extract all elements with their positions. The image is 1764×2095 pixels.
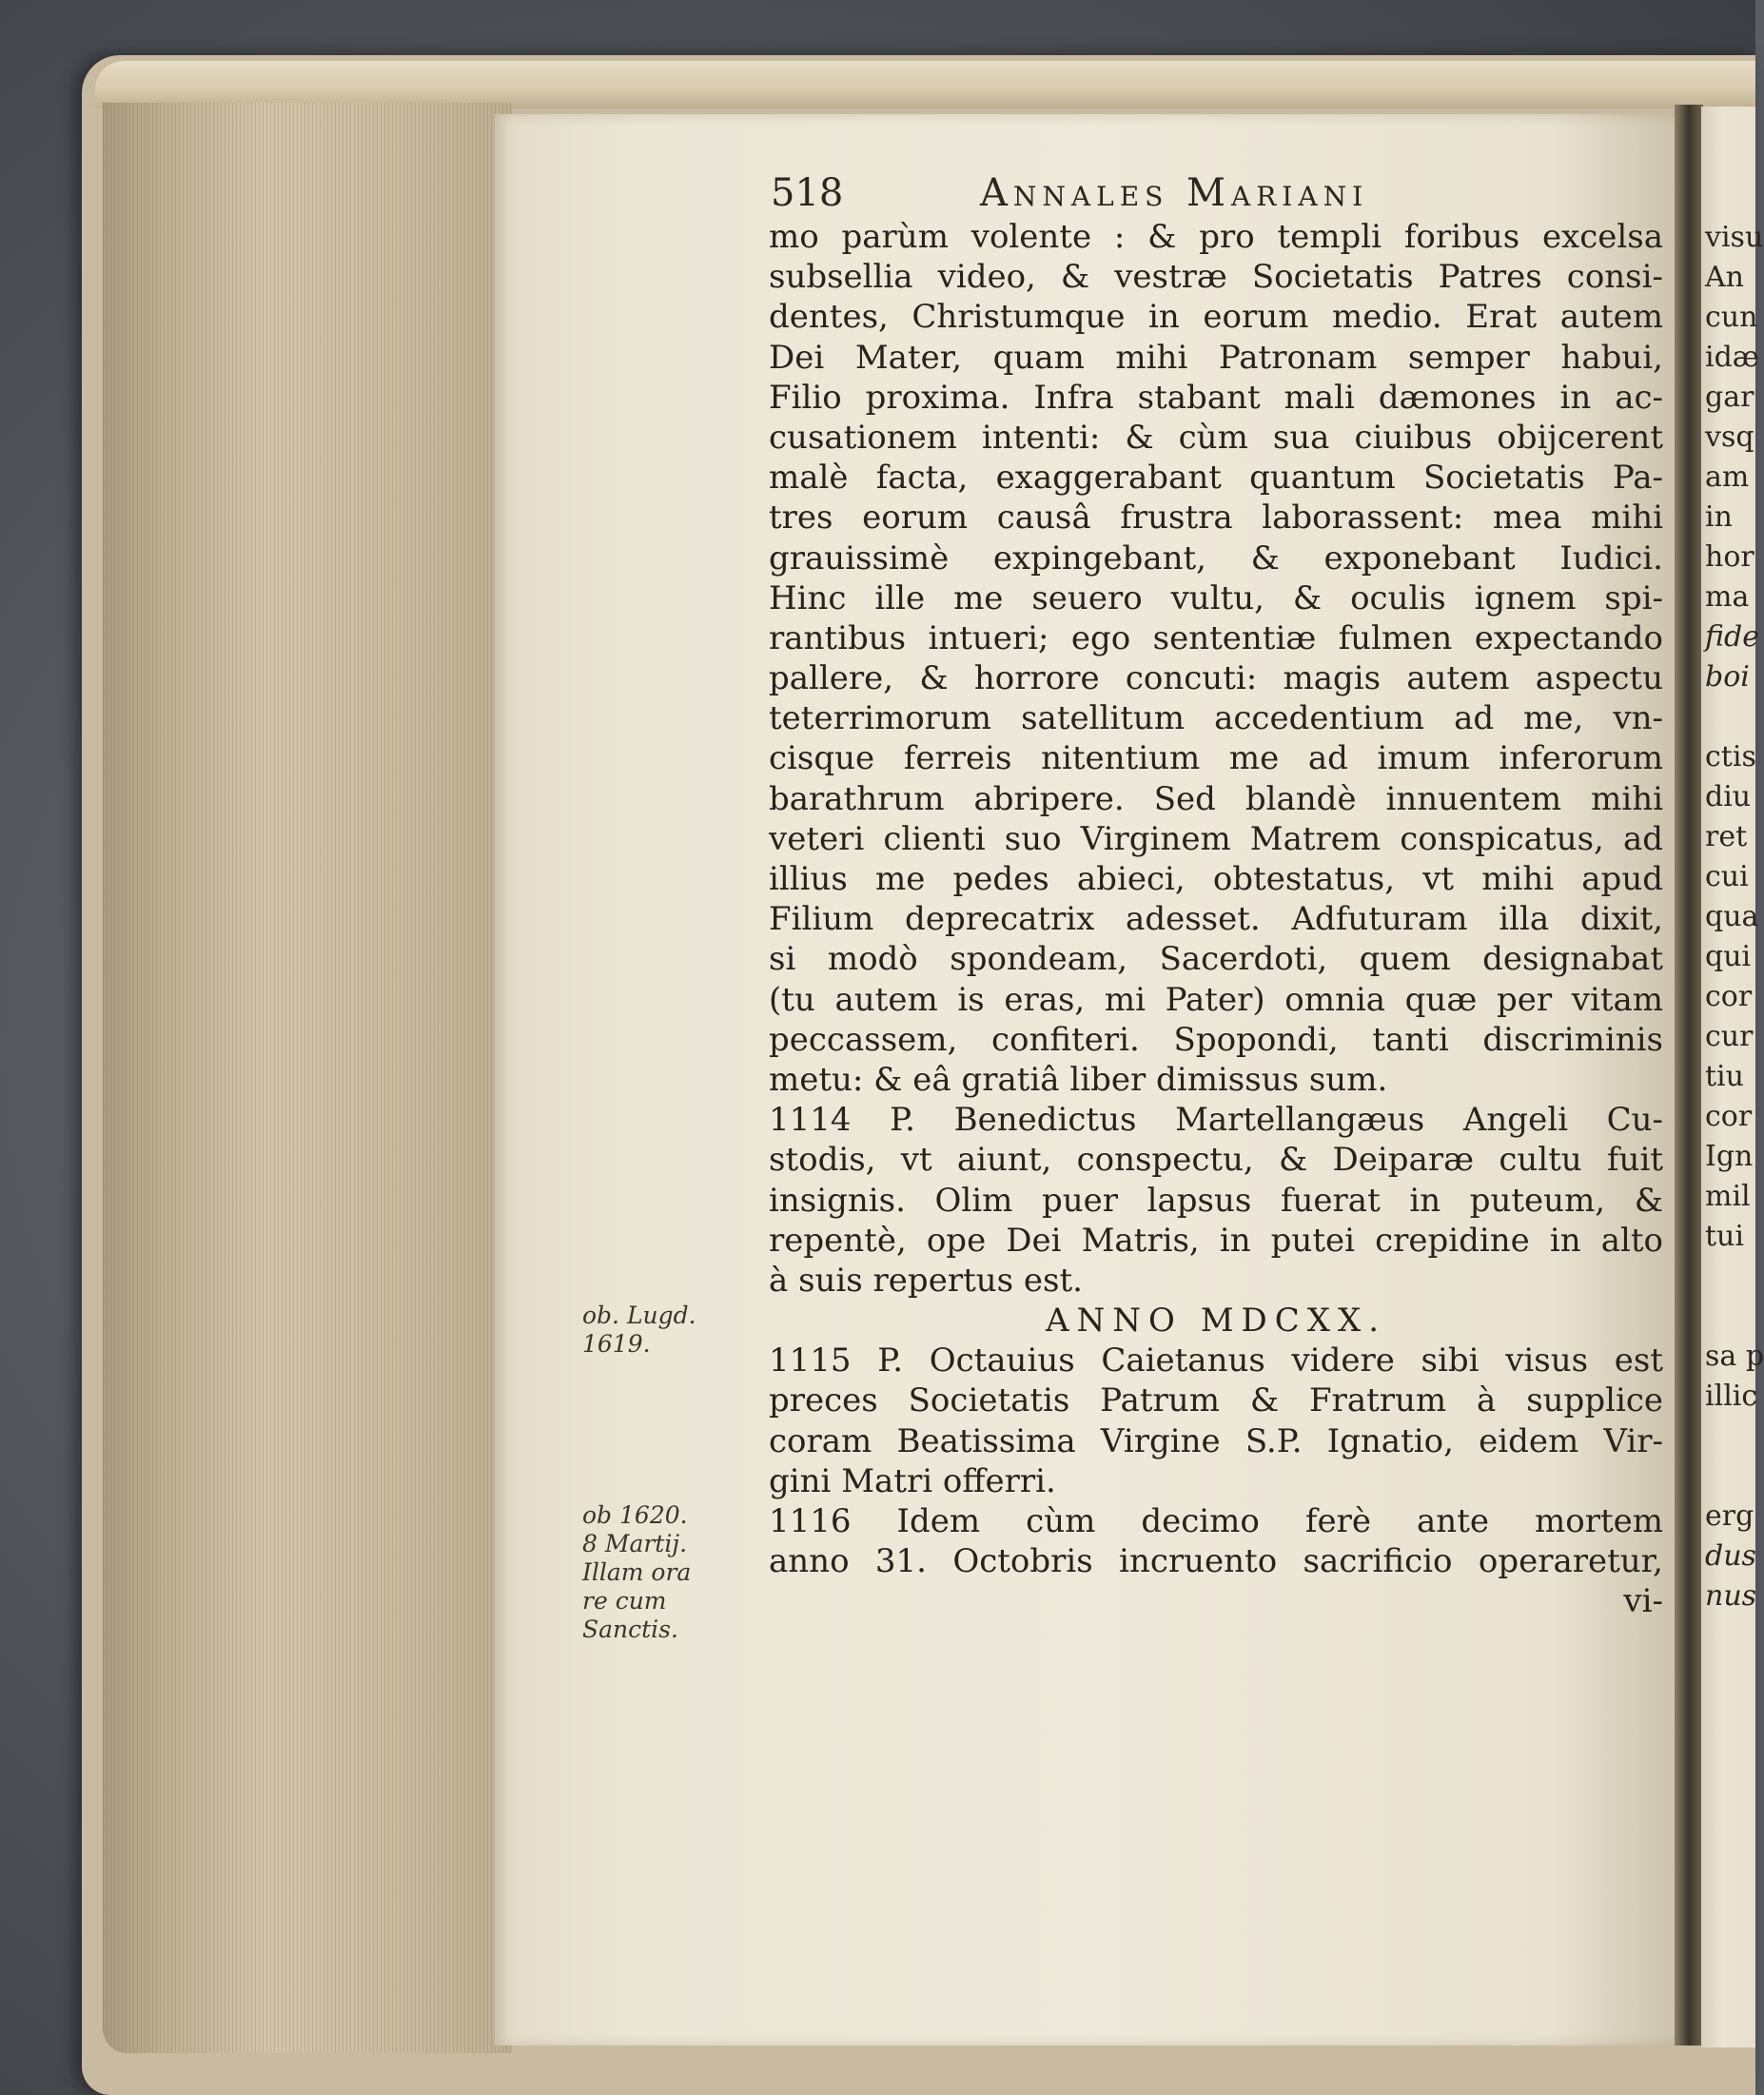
facing-page-fragment: ret (1705, 820, 1748, 853)
text-line: insignis. Olim puer lapsus fuerat in puteum, & (769, 1181, 1663, 1220)
facing-page-fragment: erg (1705, 1499, 1754, 1533)
text-line: à suis repertus est. (769, 1261, 1083, 1300)
margin-note-line: ob. Lugd. (582, 1302, 696, 1329)
text-line: malè facta, exaggerabant quantum Societatis Pa- (769, 459, 1663, 498)
facing-page-fragment: tui (1705, 1220, 1744, 1253)
facing-page-fragment: hor (1705, 540, 1754, 574)
facing-page-fragment: sa p (1705, 1340, 1764, 1373)
text-line: 1115 P. Octauius Caietanus videre sibi visus est (769, 1341, 1663, 1380)
text-line: Filium deprecatrix adesset. Adfuturam illa dixit, (769, 900, 1663, 939)
text-line: tres eorum causâ frustra laborassent: mea mihi (769, 499, 1663, 538)
text-line: gini Matri offerri. (769, 1461, 1056, 1500)
facing-page-fragment: am (1705, 460, 1750, 494)
facing-page-fragment: mil (1705, 1180, 1751, 1213)
text-line: anno 31. Octobris incruento sacrificio operaretur, (769, 1542, 1663, 1581)
text-line: peccassem, confiteri. Spopondi, tanti discriminis (769, 1020, 1663, 1059)
text-line: preces Societatis Patrum & Fratrum à supplice (769, 1381, 1663, 1420)
text-line: si modò spondeam, Sacerdoti, quem designabat (769, 940, 1663, 979)
year-heading: ANNO MDCXX. (1045, 1302, 1387, 1341)
text-line: mo parùm volente : & pro templi foribus excelsa (769, 218, 1663, 256)
facing-page-fragment: visu (1705, 221, 1764, 254)
facing-page-fragment: tiu (1705, 1060, 1744, 1093)
text-line: dentes, Christumque in eorum medio. Erat autem (769, 298, 1663, 337)
facing-page (1701, 107, 1764, 2047)
text-line: Hinc ille me seuero vultu, & oculis ignem spi- (769, 578, 1663, 617)
facing-page-fragment: boi (1705, 660, 1750, 694)
text-line: teterrimorum satellitum accedentium ad me, vn- (769, 699, 1663, 738)
text-line: illius me pedes abieci, obtestatus, vt mihi apud (769, 860, 1663, 898)
facing-page-fragment: dus (1705, 1539, 1756, 1573)
facing-page-fragment: vsq (1705, 421, 1754, 454)
text-line: cisque ferreis nitentium me ad imum inferorum (769, 739, 1663, 778)
text-line: (tu autem is eras, mi Pater) omnia quæ per vitam (769, 980, 1663, 1019)
text-line: rantibus intueri; ego sententiæ fulmen expectando (769, 618, 1663, 657)
facing-page-fragment: cor (1705, 980, 1753, 1013)
text-line: Dei Mater, quam mihi Patronam semper habui, (769, 338, 1663, 377)
facing-page-fragment: fide (1705, 620, 1759, 654)
text-line: stodis, vt aiunt, conspectu, & Deiparæ cultu fuit (769, 1141, 1663, 1180)
margin-note-line: 1619. (582, 1330, 651, 1358)
text-line: 1114 P. Benedictus Martellangæus Angeli Cu- (769, 1101, 1663, 1140)
catchword: vi- (1623, 1582, 1663, 1621)
facing-page-fragment: diu (1705, 780, 1752, 813)
margin-note-line: ob 1620. (582, 1501, 688, 1529)
facing-page-fragment: cur (1705, 1020, 1754, 1053)
body-text (769, 217, 1663, 1622)
text-line: 1116 Idem cùm decimo ferè ante mortem (769, 1502, 1663, 1540)
book-gutter (1675, 105, 1703, 2046)
facing-page-fragment: cun (1705, 301, 1758, 334)
facing-page-fragment: cor (1705, 1100, 1753, 1133)
text-line: grauissimè expingebant, & exponebant Iudici. (769, 538, 1663, 578)
page-block-edge (103, 103, 512, 2053)
text-line: metu: & eâ gratiâ liber dimissus sum. (769, 1060, 1388, 1099)
margin-note-line: re cum (582, 1587, 667, 1615)
facing-page-fragment: Ign (1705, 1140, 1754, 1173)
text-line: pallere, & horrore concuti: magis autem aspectu (769, 659, 1663, 698)
facing-page-fragment: ma (1705, 580, 1750, 614)
running-title: Annales Mariani (980, 171, 1369, 215)
margin-note-line: 8 Martij. (582, 1530, 688, 1557)
facing-page-fragment: idæ (1705, 341, 1759, 374)
text-line: repentè, ope Dei Matris, in putei crepidine in alto (769, 1221, 1663, 1260)
margin-note-line: Illam ora (582, 1558, 692, 1586)
margin-note-line: Sanctis. (582, 1615, 678, 1643)
text-line: Filio proxima. Infra stabant mali dæmones in ac- (769, 378, 1663, 417)
facing-page-fragment: qua (1705, 900, 1759, 933)
facing-page-fragment: ctis (1705, 740, 1756, 773)
facing-page-fragment: gar (1705, 381, 1754, 414)
text-line: coram Beatissima Virgine S.P. Ignatio, eidem Vir- (769, 1421, 1663, 1460)
facing-page-fragment: illic (1705, 1380, 1758, 1413)
text-line: veteri clienti suo Virginem Matrem conspicatus, ad (769, 819, 1663, 858)
margin-note-2 (582, 1501, 744, 1644)
text-line: barathrum abripere. Sed blandè innuentem mihi (769, 779, 1663, 818)
text-line: subsellia video, & vestræ Societatis Patres consi- (769, 258, 1663, 297)
facing-page-fragment: qui (1705, 940, 1752, 973)
text-line: cusationem intenti: & cùm sua ciuibus obijcerent (769, 418, 1663, 457)
facing-page-fragment: cui (1705, 860, 1749, 893)
margin-note-1 (582, 1302, 744, 1359)
book-top-edge (95, 61, 1755, 108)
facing-page-fragment: in (1705, 500, 1733, 534)
facing-page-fragment: nus (1705, 1579, 1757, 1613)
page-number: 518 (771, 171, 844, 215)
facing-page-fragment: An (1705, 261, 1744, 294)
